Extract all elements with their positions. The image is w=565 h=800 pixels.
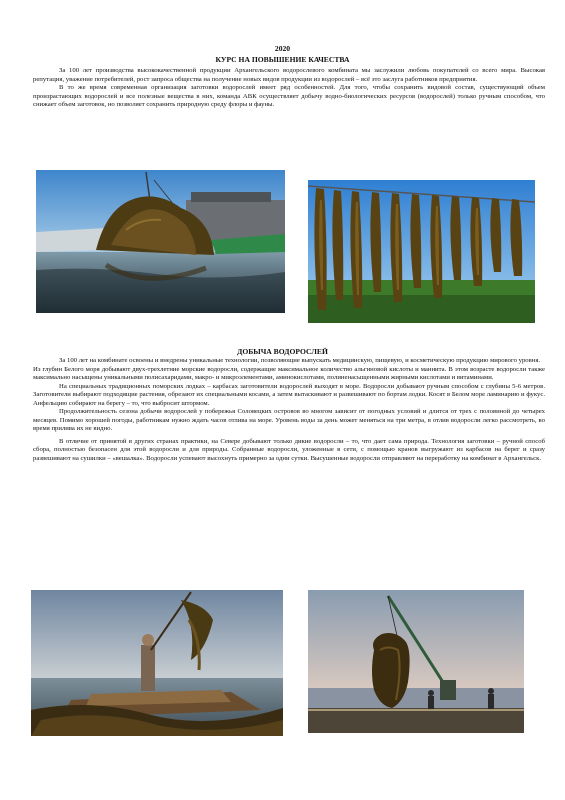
paragraph: За 100 лет производства высококачественной продукции Архангельского водорослевого комбината мы заслужили любовь покупателей со всего мира. Высокая репутация, уважение потребителей, рост запроса общества на получение новых видов продукции из водорослей – всё это заслуга работников предприятия. (33, 67, 545, 83)
kelp-drying-racks-photo (308, 180, 535, 323)
paragraph: На специальных традиционных поморских лодках – карбасах заготовители водорослей выходят в море. Водоросли добывают ручным способом с глубины 5-6 метров. Заготовители выбирают подходящие растения, обрезают их специальными косами, а затем вытаскивают и развешивают по бортам лодки. Косят в Белом море ламинарию и фукус. Анфельцию собирают на берегу – то, что выбросит штормом. (33, 382, 545, 407)
crane-unloading-kelp-photo (308, 590, 524, 733)
paragraph: В отличие от принятой в других странах практики, на Севере добывают только дикие водоросли – то, что дает сама природа. Технология заготовки – ручной способ сбора, полностью безопасен для этой водоросли и для природы. Собранные водоросли, уложенные в сети, с помощью кранов выгружают из карбасов на берег и сразу развешивают на сушилки – «вешалка». Водоросли успевают высохнуть примерно за одни сутки. Высушенные водоросли отправляют на переработку на комбинат в Архангельск. (33, 437, 545, 463)
paragraph: Из глубин Белого моря добывают двух-трехлетние морские водоросли, содержащие максимальное количество альгиновой кислоты и маннита. В этом возрасте водоросли также максимально насыщены уникальными полисахаридами, макро- и микроэлементами, аминокислотами, полиненасыщенными жирными кислотами и витаминами. (33, 365, 545, 382)
document-year: 2020 (274, 44, 291, 53)
kelp-heap-on-boat-photo (36, 170, 285, 313)
harvester-with-scythe-photo (31, 590, 283, 736)
section-title-harvest: ДОБЫЧА ВОДОРОСЛЕЙ (237, 347, 328, 356)
section-body-quality (33, 67, 545, 110)
paragraph: Продолжительность сезона добычи водорослей у побережья Соловецких островов во многом зависит от погодных условий и длится от трех с половиной до четырех месяцев. Помимо хорошей погоды, работникам нужно ждать часов отлива на море. Уровень воды за день может меняться на три метра, в отлив водоросли легко рассмотреть, во время прилива их не видно. (33, 408, 545, 433)
paragraph: В то же время современная организация заготовки водорослей имеет ряд особенностей. Для того, чтобы сохранить видовой состав, существующий объем произрастающих водорослей и все полезные вещества в них, команда АВК осуществляет добычу водно-биологических ресурсов (водорослей) только ручным способом, что снижает объем заготовок, но позволяет сохранить природную среду флоры и фауны. (33, 84, 545, 109)
section-body-harvest (33, 357, 545, 464)
paragraph: За 100 лет на комбинате освоены и внедрены уникальные технологии, позволяющие выпускать медицинскую, пищевую, и косметическую продукцию мирового уровня. (59, 357, 541, 364)
section-title-quality: КУРС НА ПОВЫШЕНИЕ КАЧЕСТВА (215, 55, 350, 64)
